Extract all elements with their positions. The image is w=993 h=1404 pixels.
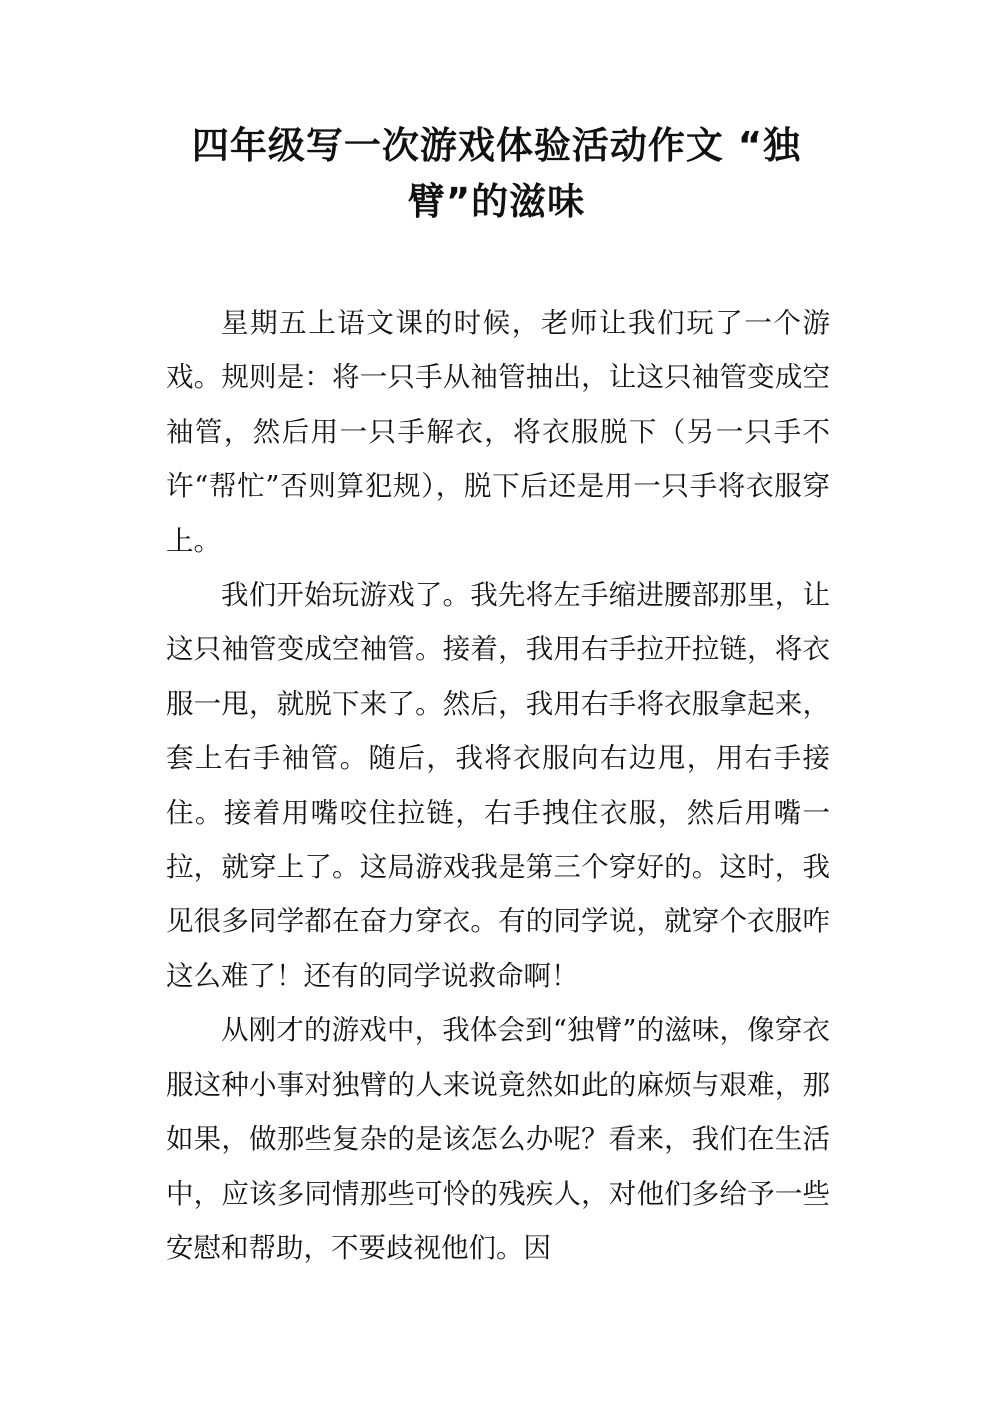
document-body xyxy=(166,296,830,1275)
document-title: 四年级写一次游戏体验活动作文 “独臂”的滋味 xyxy=(191,124,802,223)
paragraph-2: 我们开始玩游戏了。我先将左手缩进腰部那里，让这只袖管变成空袖管。接着，我用右手拉开拉链，将衣服一甩，就脱下来了。然后，我用右手将衣服拿起来，套上右手袖管。随后，我将衣服向右边甩，用右手接住。接着用嘴咬住拉链，右手拽住衣服，然后用嘴一拉，就穿上了。这局游戏我是第三个穿好的。这时，我见很多同学都在奋力穿衣。有的同学说，就穿个衣服咋这么难了！还有的同学说救命啊！ xyxy=(166,579,830,992)
paragraph-3: 从刚才的游戏中，我体会到“独臂”的滋味，像穿衣服这种小事对独臂的人来说竟然如此的麻烦与艰难，那如果，做那些复杂的是该怎么办呢？看来，我们在生活中，应该多同情那些可怜的残疾人，对他们多给予一些安慰和帮助，不要歧视他们。因 xyxy=(166,1014,830,1264)
paragraph-1: 星期五上语文课的时候，老师让我们玩了一个游戏。规则是：将一只手从袖管抽出，让这只袖管变成空袖管，然后用一只手解衣，将衣服脱下（另一只手不许“帮忙”否则算犯规），脱下后还是用一只手将衣服穿上。 xyxy=(166,307,830,557)
